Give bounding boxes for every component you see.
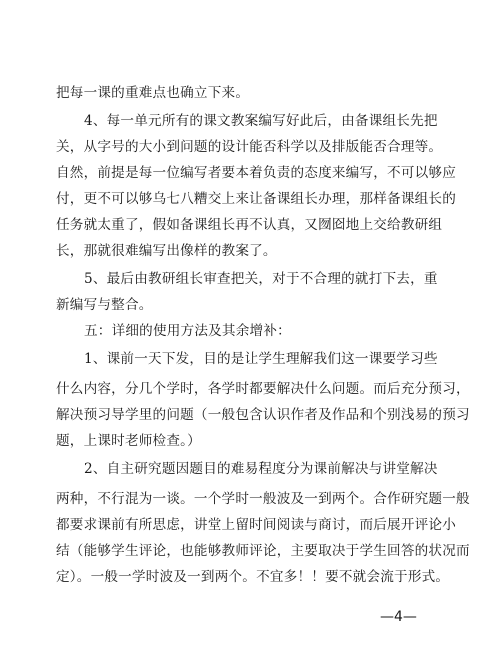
text-line: 都要求课前有所思虑，讲堂上留时间阅读与商讨，而后展开评论小 — [56, 517, 457, 533]
text-line: 付，更不可以够乌七八糟交上来让备课组长办理，那样备课组长的 — [56, 191, 457, 207]
text-line: 什么内容，分几个学时，各学时都要解决什么问题。而后充分预习， — [56, 381, 470, 397]
text-line: 自然，前提是每一位编写者要本着负责的态度来编写，不可以够应 — [56, 165, 457, 181]
text-line: 新编写与整合。 — [56, 297, 153, 313]
page-number: —4— — [380, 609, 417, 625]
text-line: 2、自主研究题因题目的难易程度分为课前解决与讲堂解决 — [84, 461, 438, 477]
text-line: 两种，不行混为一谈。一个学时一般波及一到两个。合作研究题一般 — [56, 491, 470, 507]
text-line: 定）。一般一学时波及一到两个。不宜多！！要不就会流于形式。 — [56, 569, 450, 585]
text-line: 题，上课时老师检查。） — [56, 433, 201, 449]
text-line: 结（能够学生评论，也能够教师评论，主要取决于学生回答的状况而 — [56, 543, 470, 559]
text-line: 4、每一单元所有的课文教案编写好此后，由备课组长先把 — [84, 113, 438, 129]
text-line: 长，那就很难编写出像样的教案了。 — [56, 243, 277, 259]
text-line: 1、课前一天下发，目的是让学生理解我们这一课要学习些 — [84, 351, 438, 367]
text-line: 把每一课的重难点也确立下来。 — [56, 85, 250, 101]
text-line: 任务就太重了，假如备课组长再不认真，又囫囵地上交给教研组 — [56, 217, 443, 233]
text-line: 关，从字号的大小到问题的设计能否科学以及排版能否合理等。 — [56, 139, 443, 155]
text-line: 解决预习导学里的问题（一般包含认识作者及作品和个别浅易的预习 — [56, 407, 470, 423]
section-heading: 五：详细的使用方法及其余增补： — [84, 323, 291, 339]
text-line: 5、最后由教研组长审查把关，对于不合理的就打下去，重 — [84, 271, 438, 287]
